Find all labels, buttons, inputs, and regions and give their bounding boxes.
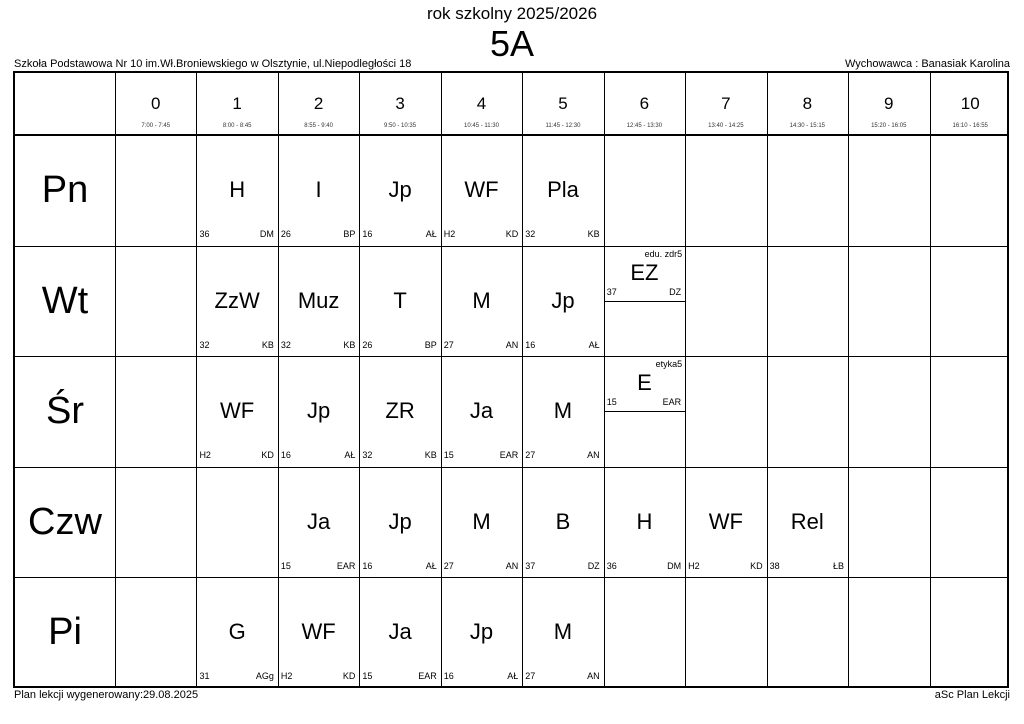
lesson-room: 15 <box>280 560 291 571</box>
lesson-room: 26 <box>362 339 373 350</box>
lesson-room: 32 <box>199 339 210 350</box>
lesson-subject: H <box>636 508 653 534</box>
lesson-subject: Jp <box>388 508 412 534</box>
period-number: 7 <box>721 94 731 113</box>
generated-date: Plan lekcji wygenerowany:29.08.2025 <box>14 689 199 701</box>
period-header <box>930 73 1011 135</box>
lesson-subject: WF <box>708 508 743 534</box>
lesson-teacher: DZ <box>669 286 682 297</box>
lesson-cell[interactable] <box>441 577 522 688</box>
period-header <box>359 73 440 135</box>
lesson-teacher: BP <box>424 339 437 350</box>
period-time: 11:45 - 12:30 <box>545 123 581 129</box>
lesson-cell[interactable] <box>522 356 603 467</box>
software-name: aSc Plan Lekcji <box>934 689 1010 701</box>
lesson-subject: Jp <box>551 287 575 313</box>
period-number: 10 <box>960 94 980 113</box>
lesson-cell[interactable] <box>767 467 848 578</box>
homeroom-teacher: Wychowawca : Banasiak Karolina <box>845 58 1010 70</box>
lesson-cell[interactable] <box>278 135 359 246</box>
lesson-subject: G <box>228 619 246 645</box>
lesson-subject: T <box>393 287 407 313</box>
lesson-subject: M <box>553 398 573 424</box>
lesson-room: 32 <box>362 450 373 461</box>
lesson-cell[interactable] <box>522 135 603 246</box>
lesson-room: 37 <box>525 560 536 571</box>
lesson-teacher: DM <box>259 229 274 239</box>
period-time: 16:10 - 16:55 <box>952 123 988 129</box>
lesson-subject: Jp <box>469 619 494 645</box>
lesson-cell[interactable] <box>359 467 440 578</box>
lesson-cell[interactable] <box>278 246 359 357</box>
lesson-subject: Jp <box>306 398 331 424</box>
lesson-room: 16 <box>443 671 454 682</box>
lesson-subject: EZ <box>630 259 659 285</box>
lesson-room: H2 <box>688 560 700 571</box>
period-number: 3 <box>395 94 405 113</box>
period-number: 8 <box>802 94 813 113</box>
lesson-room: 36 <box>606 560 617 571</box>
day-label: Pi <box>48 611 82 654</box>
period-number: 1 <box>232 94 242 113</box>
lesson-room: 26 <box>280 229 291 239</box>
lesson-cell[interactable] <box>604 246 685 301</box>
lesson-subject: Pla <box>547 177 579 202</box>
lesson-room: 16 <box>362 229 373 239</box>
lesson-room: 16 <box>525 339 536 350</box>
lesson-subject: Jp <box>388 177 412 202</box>
lesson-cell[interactable] <box>278 356 359 467</box>
period-header <box>848 73 929 135</box>
day-label: Pn <box>41 169 89 211</box>
lesson-teacher: KD <box>750 560 763 571</box>
half-cell-divider <box>604 301 685 302</box>
lesson-subject: H <box>229 177 246 202</box>
lesson-teacher: AŁ <box>507 671 519 682</box>
period-number: 9 <box>884 94 894 113</box>
period-time: 7:00 - 7:45 <box>141 123 171 129</box>
lesson-teacher: ŁB <box>833 560 845 571</box>
lesson-subject: WF <box>301 619 336 645</box>
lesson-cell[interactable] <box>278 467 359 578</box>
lesson-room: 16 <box>280 450 291 461</box>
class-name: 5A <box>489 23 535 64</box>
lesson-room: 15 <box>362 671 373 682</box>
lesson-cell[interactable] <box>359 246 440 357</box>
lesson-cell[interactable] <box>604 467 685 578</box>
half-cell-divider <box>604 411 685 412</box>
lesson-room: 16 <box>362 560 373 571</box>
lesson-subject: ZzW <box>214 287 260 313</box>
lesson-cell[interactable] <box>441 246 522 357</box>
lesson-cell[interactable] <box>196 246 277 357</box>
period-number: 5 <box>558 94 568 113</box>
period-header <box>604 73 685 135</box>
lesson-room: 27 <box>443 339 454 350</box>
lesson-subject: M <box>472 508 491 534</box>
grid-vertical-line <box>685 73 686 686</box>
grid-vertical-line <box>115 73 116 686</box>
day-label: Czw <box>28 500 102 543</box>
lesson-subject: B <box>555 508 571 534</box>
lesson-cell[interactable] <box>522 467 603 578</box>
school-year: rok szkolny 2025/2026 <box>426 4 598 23</box>
period-header <box>115 73 196 135</box>
period-time: 14:30 - 15:15 <box>789 123 825 129</box>
lesson-teacher: AGg <box>255 671 274 682</box>
school-name: Szkoła Podstawowa Nr 10 im.Wł.Broniewskiego w Olsztynie, ul.Niepodległości 18 <box>14 58 412 70</box>
lesson-teacher: AŁ <box>344 450 356 461</box>
lesson-cell[interactable] <box>359 135 440 246</box>
lesson-room: 36 <box>199 229 210 239</box>
lesson-room: H2 <box>280 671 293 682</box>
timetable-grid <box>13 71 1009 688</box>
lesson-cell[interactable] <box>522 246 603 357</box>
lesson-teacher: EAR <box>499 450 519 461</box>
lesson-cell[interactable] <box>522 577 603 688</box>
period-time: 12:45 - 13:30 <box>626 123 663 129</box>
lesson-subject: E <box>637 370 652 396</box>
lesson-room: H2 <box>199 450 211 461</box>
lesson-room: 15 <box>606 397 617 408</box>
grid-vertical-line <box>767 73 768 686</box>
lesson-subject: Ja <box>469 398 494 424</box>
period-time: 8:55 - 9:40 <box>304 123 333 129</box>
period-number: 0 <box>150 94 161 113</box>
lesson-teacher: KD <box>505 229 519 239</box>
lesson-teacher: EAR <box>418 671 437 682</box>
lesson-teacher: KB <box>343 339 356 350</box>
period-time: 15:20 - 16:05 <box>871 123 907 129</box>
lesson-teacher: AN <box>505 560 519 571</box>
lesson-subject: M <box>553 619 573 645</box>
lesson-teacher: AN <box>587 450 600 461</box>
period-number: 6 <box>639 94 650 113</box>
lesson-teacher: KB <box>424 450 437 461</box>
lesson-cell[interactable] <box>278 577 359 688</box>
period-header <box>441 73 522 135</box>
period-header <box>767 73 848 135</box>
lesson-cell[interactable] <box>196 135 277 246</box>
lesson-cell[interactable] <box>196 356 277 467</box>
day-label: Śr <box>46 390 84 433</box>
lesson-cell[interactable] <box>441 356 522 467</box>
lesson-cell[interactable] <box>359 577 440 688</box>
lesson-teacher: AŁ <box>425 229 437 239</box>
lesson-room: H2 <box>443 229 456 239</box>
lesson-teacher: AŁ <box>425 560 437 571</box>
lesson-teacher: KB <box>261 339 274 350</box>
lesson-room: 27 <box>525 671 536 682</box>
lesson-room: 32 <box>525 229 536 239</box>
lesson-group: edu. zdr5 <box>644 248 683 259</box>
lesson-room: 37 <box>606 286 617 297</box>
lesson-teacher: BP <box>343 229 356 239</box>
period-time: 9:50 - 10:35 <box>384 123 417 129</box>
lesson-teacher: AN <box>587 671 600 682</box>
lesson-teacher: DZ <box>587 560 600 571</box>
grid-vertical-line <box>930 73 931 686</box>
lesson-cell[interactable] <box>441 135 522 246</box>
lesson-subject: Ja <box>306 508 331 534</box>
lesson-subject: Muz <box>297 287 340 313</box>
lesson-teacher: EAR <box>662 397 682 408</box>
lesson-room: 31 <box>199 671 210 682</box>
lesson-teacher: AŁ <box>588 339 600 350</box>
lesson-group: etyka5 <box>655 359 683 370</box>
lesson-cell[interactable] <box>441 467 522 578</box>
lesson-subject: ZR <box>385 398 415 424</box>
lesson-cell[interactable] <box>604 356 685 411</box>
grid-vertical-line <box>848 73 849 686</box>
lesson-subject: WF <box>220 398 255 424</box>
period-number: 2 <box>313 94 324 113</box>
period-header <box>685 73 766 135</box>
period-time: 10:45 - 11:30 <box>464 123 499 129</box>
period-number: 4 <box>476 94 487 113</box>
lesson-cell[interactable] <box>196 577 277 688</box>
lesson-subject: WF <box>464 177 499 202</box>
lesson-cell[interactable] <box>359 356 440 467</box>
period-time: 8:00 - 8:45 <box>222 123 252 129</box>
lesson-room: 38 <box>769 560 780 571</box>
period-header <box>278 73 359 135</box>
lesson-teacher: EAR <box>336 560 356 571</box>
day-label: Wt <box>41 279 89 322</box>
lesson-subject: I <box>315 177 322 202</box>
lesson-subject: Rel <box>790 508 824 534</box>
lesson-subject: Ja <box>388 619 412 645</box>
lesson-teacher: KB <box>587 229 600 239</box>
lesson-cell[interactable] <box>685 467 766 578</box>
lesson-room: 27 <box>525 450 536 461</box>
lesson-teacher: DM <box>667 560 682 571</box>
lesson-room: 32 <box>280 339 291 350</box>
lesson-room: 27 <box>443 560 454 571</box>
lesson-teacher: KD <box>342 671 356 682</box>
lesson-room: 15 <box>443 450 454 461</box>
lesson-teacher: AN <box>505 339 519 350</box>
period-time: 13:40 - 14:25 <box>708 123 744 129</box>
lesson-teacher: KD <box>261 450 274 461</box>
period-header <box>522 73 603 135</box>
period-header <box>196 73 277 135</box>
lesson-subject: M <box>472 287 491 313</box>
